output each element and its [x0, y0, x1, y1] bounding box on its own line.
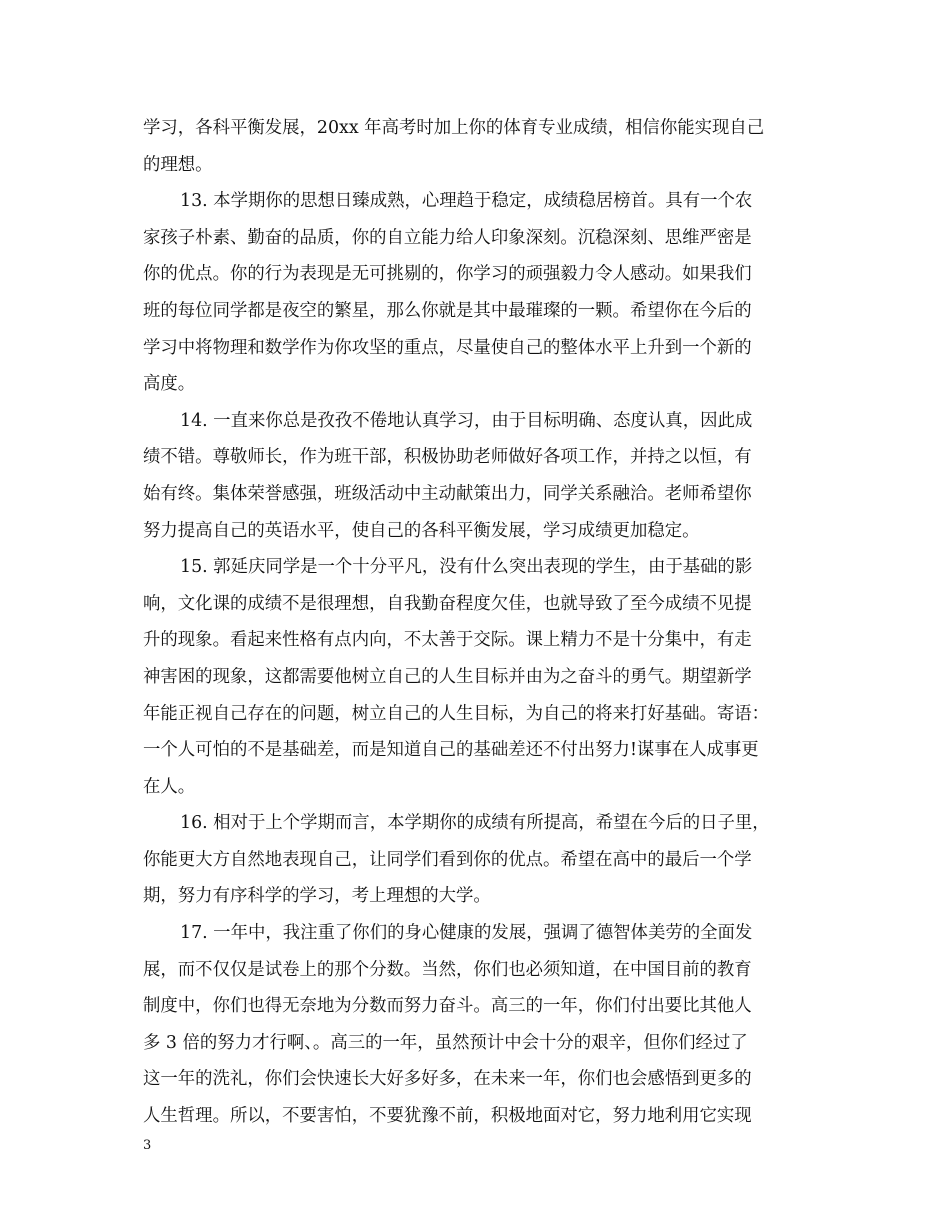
- text-line: 的理想。: [143, 154, 213, 175]
- text-line: 期，努力有序科学的学习，考上理想的大学。: [143, 886, 491, 907]
- text-line: 学习中将物理和数学作为你攻坚的重点，尽量使自己的整体水平上升到一个新的: [143, 337, 752, 358]
- body-text: [143, 110, 815, 1135]
- text-line: 你的优点。你的行为表现是无可挑剔的，你学习的顽强毅力令人感动。如果我们: [143, 264, 752, 285]
- text-line: 高度。: [143, 374, 196, 395]
- text-line: 制度中，你们也得无奈地为分数而努力奋斗。高三的一年，你们付出要比其他人: [143, 996, 752, 1017]
- text-line: 始有终。集体荣誉感强，班级活动中主动献策出力，同学关系融洽。老师希望你: [143, 483, 752, 504]
- text-line: 人生哲理。所以，不要害怕，不要犹豫不前，积极地面对它，努力地利用它实现: [143, 1106, 752, 1127]
- text-line: 这一年的洗礼，你们会快速长大好多好多，在未来一年，你们也会感悟到更多的: [143, 1069, 752, 1090]
- text-line: 家孩子朴素、勤奋的品质，你的自立能力给人印象深刻。沉稳深刻、思维严密是: [143, 227, 752, 248]
- text-line: 展，而不仅仅是试卷上的那个分数。当然，你们也必须知道，在中国目前的教育: [143, 959, 752, 980]
- text-line: 你能更大方自然地表现自己，让同学们看到你的优点。希望在高中的最后一个学: [143, 849, 752, 870]
- paragraph-16-first-line: 16. 相对于上个学期而言，本学期你的成绩有所提高，希望在今后的日子里，: [180, 813, 770, 834]
- paragraph-17-first-line: 17. 一年中，我注重了你们的身心健康的发展，强调了德智体美劳的全面发: [180, 923, 753, 944]
- page-number: 3: [143, 1138, 152, 1153]
- text-line: 年能正视自己存在的问题，树立自己的人生目标，为自己的将来打好基础。寄语：: [143, 703, 770, 724]
- paragraph-14-first-line: 14. 一直来你总是孜孜不倦地认真学习，由于目标明确、态度认真，因此成: [180, 410, 753, 431]
- text-line: 多 3 倍的努力才行啊、。高三的一年，虽然预计中会十分的艰辛，但你们经过了: [143, 1032, 748, 1053]
- text-line: 学习，各科平衡发展，20xx 年高考时加上你的体育专业成绩，相信你能实现自己: [143, 118, 765, 138]
- paragraph-15-first-line: 15. 郭延庆同学是一个十分平凡，没有什么突出表现的学生，由于基础的影: [180, 557, 753, 578]
- text-line: 神害困的现象，这都需要他树立自己的人生目标并由为之奋斗的勇气。期望新学: [143, 666, 752, 687]
- text-line: 绩不错。尊敬师长，作为班干部，积极协助老师做好各项工作，并持之以恒，有: [143, 447, 752, 468]
- text-line: 一个人可怕的不是基础差，而是知道自己的基础差还不付出努力!谋事在人成事更: [143, 740, 759, 761]
- paragraph-13-first-line: 13. 本学期你的思想日臻成熟，心理趋于稳定，成绩稳居榜首。具有一个农: [180, 191, 753, 212]
- text-line: 升的现象。看起来性格有点内向，不太善于交际。课上精力不是十分集中，有走: [143, 630, 752, 651]
- text-line: 班的每位同学都是夜空的繁星，那么你就是其中最璀璨的一颗。希望你在今后的: [143, 300, 752, 321]
- text-line: 在人。: [143, 776, 196, 797]
- text-line: 努力提高自己的英语水平，使自己的各科平衡发展，学习成绩更加稳定。: [143, 520, 700, 541]
- text-line: 响，文化课的成绩不是很理想，自我勤奋程度欠佳，也就导致了至今成绩不见提: [143, 593, 752, 614]
